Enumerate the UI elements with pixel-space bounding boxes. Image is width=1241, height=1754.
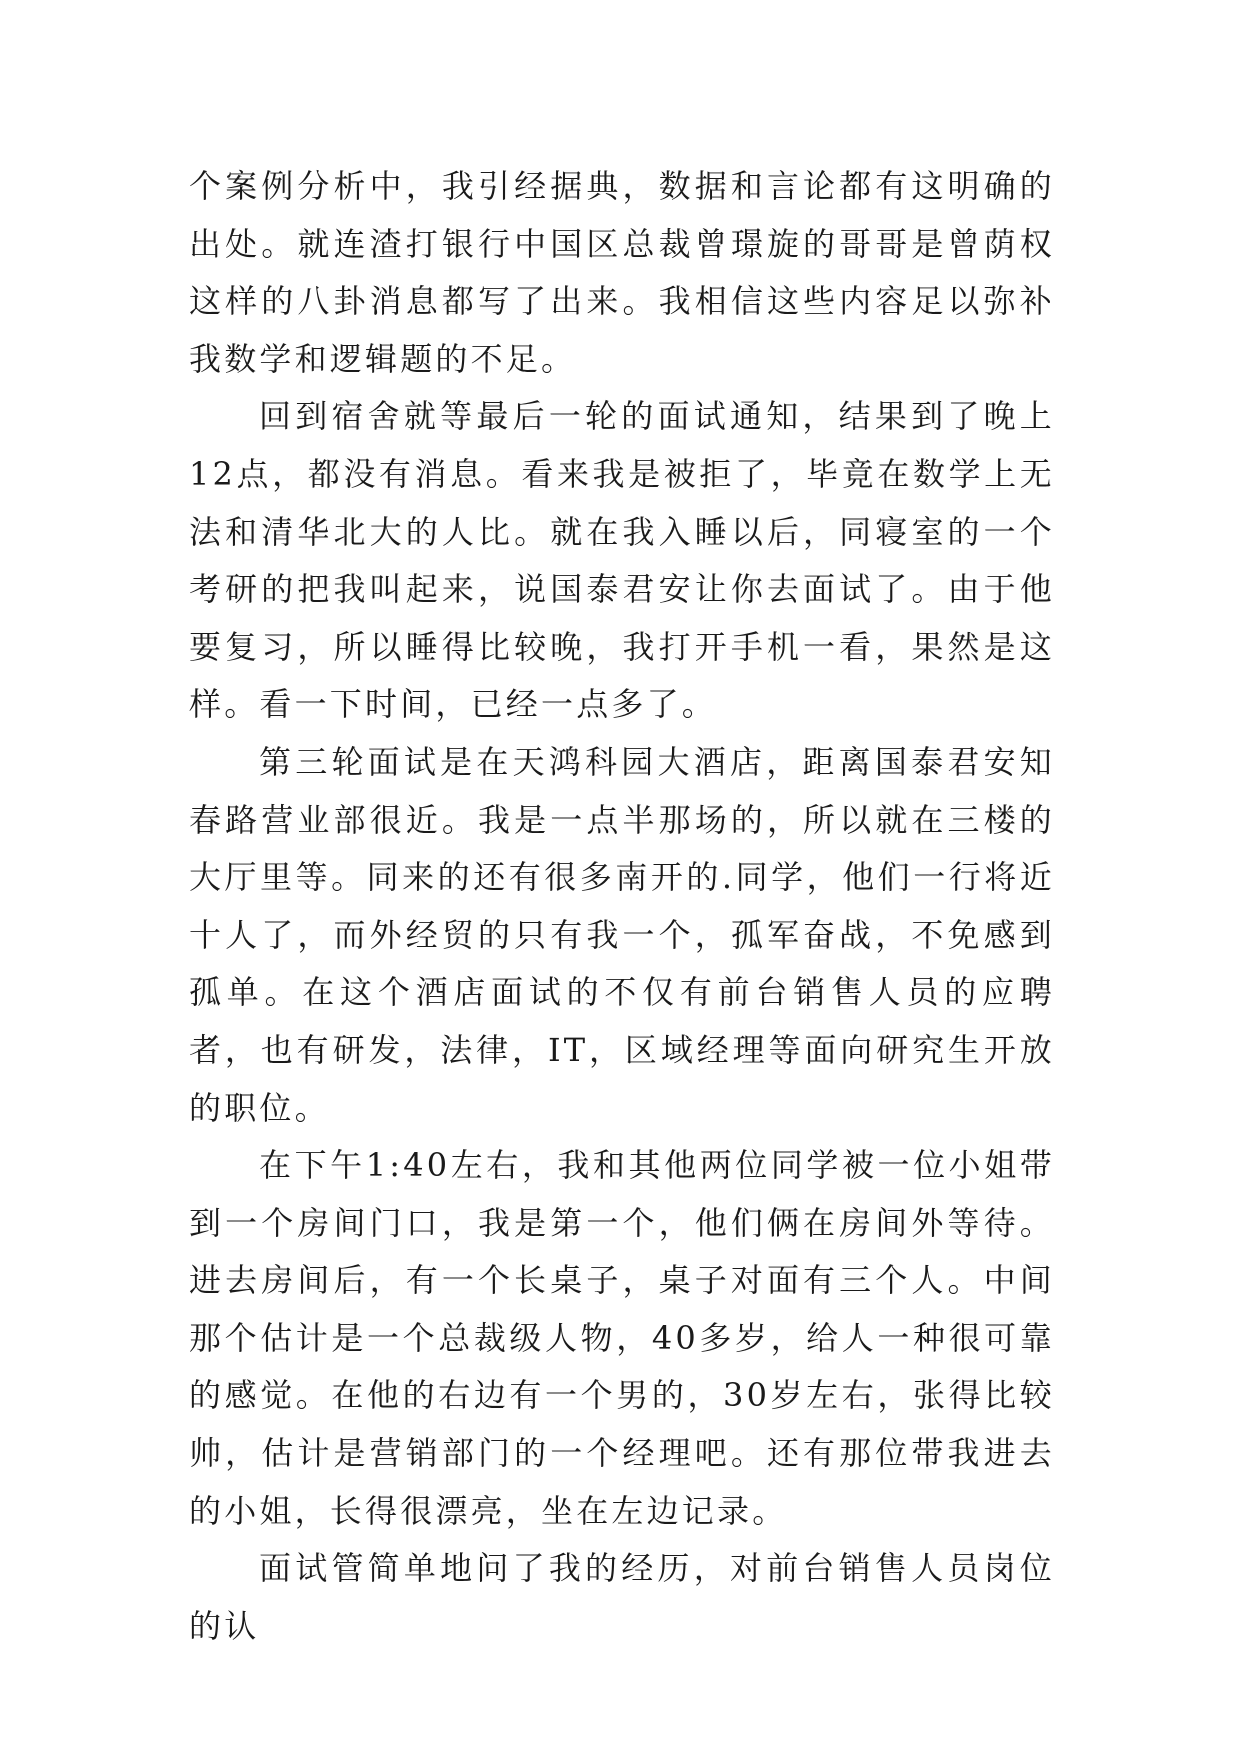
body-text — [189, 158, 1055, 1655]
paragraph-5: 面试管简单地问了我的经历，对前台销售人员岗位的认 — [189, 1549, 1055, 1645]
paragraph-1: 个案例分析中，我引经据典，数据和言论都有这明确的出处。就连渣打银行中国区总裁曾璟旋的哥哥是曾荫权这样的八卦消息都写了出来。我相信这些内容足以弥补我数学和逻辑题的不足。 — [189, 167, 1055, 378]
paragraph-3: 第三轮面试是在天鸿科园大酒店，距离国泰君安知春路营业部很近。我是一点半那场的，所以就在三楼的大厅里等。同来的还有很多南开的.同学，他们一行将近十人了，而外经贸的只有我一个，孤军奋战，不免感到孤单。在这个酒店面试的不仅有前台销售人员的应聘者，也有研发，法律，IT，区域经理等面向研究生开放的职位。 — [189, 742, 1055, 1127]
paragraph-2: 回到宿舍就等最后一轮的面试通知，结果到了晚上12点，都没有消息。看来我是被拒了，毕竟在数学上无法和清华北大的人比。就在我入睡以后，同寝室的一个考研的把我叫起来，说国泰君安让你去面试了。由于他要复习，所以睡得比较晚，我打开手机一看，果然是这样。看一下时间，已经一点多了。 — [189, 397, 1055, 724]
paragraph-4: 在下午1:40左右，我和其他两位同学被一位小姐带到一个房间门口，我是第一个，他们俩在房间外等待。进去房间后，有一个长桌子，桌子对面有三个人。中间那个估计是一个总裁级人物，40多岁，给人一种很可靠的感觉。在他的右边有一个男的，30岁左右，张得比较帅，估计是营销部门的一个经理吧。还有那位带我进去的小姐，长得很漂亮，坐在左边记录。 — [189, 1146, 1055, 1530]
